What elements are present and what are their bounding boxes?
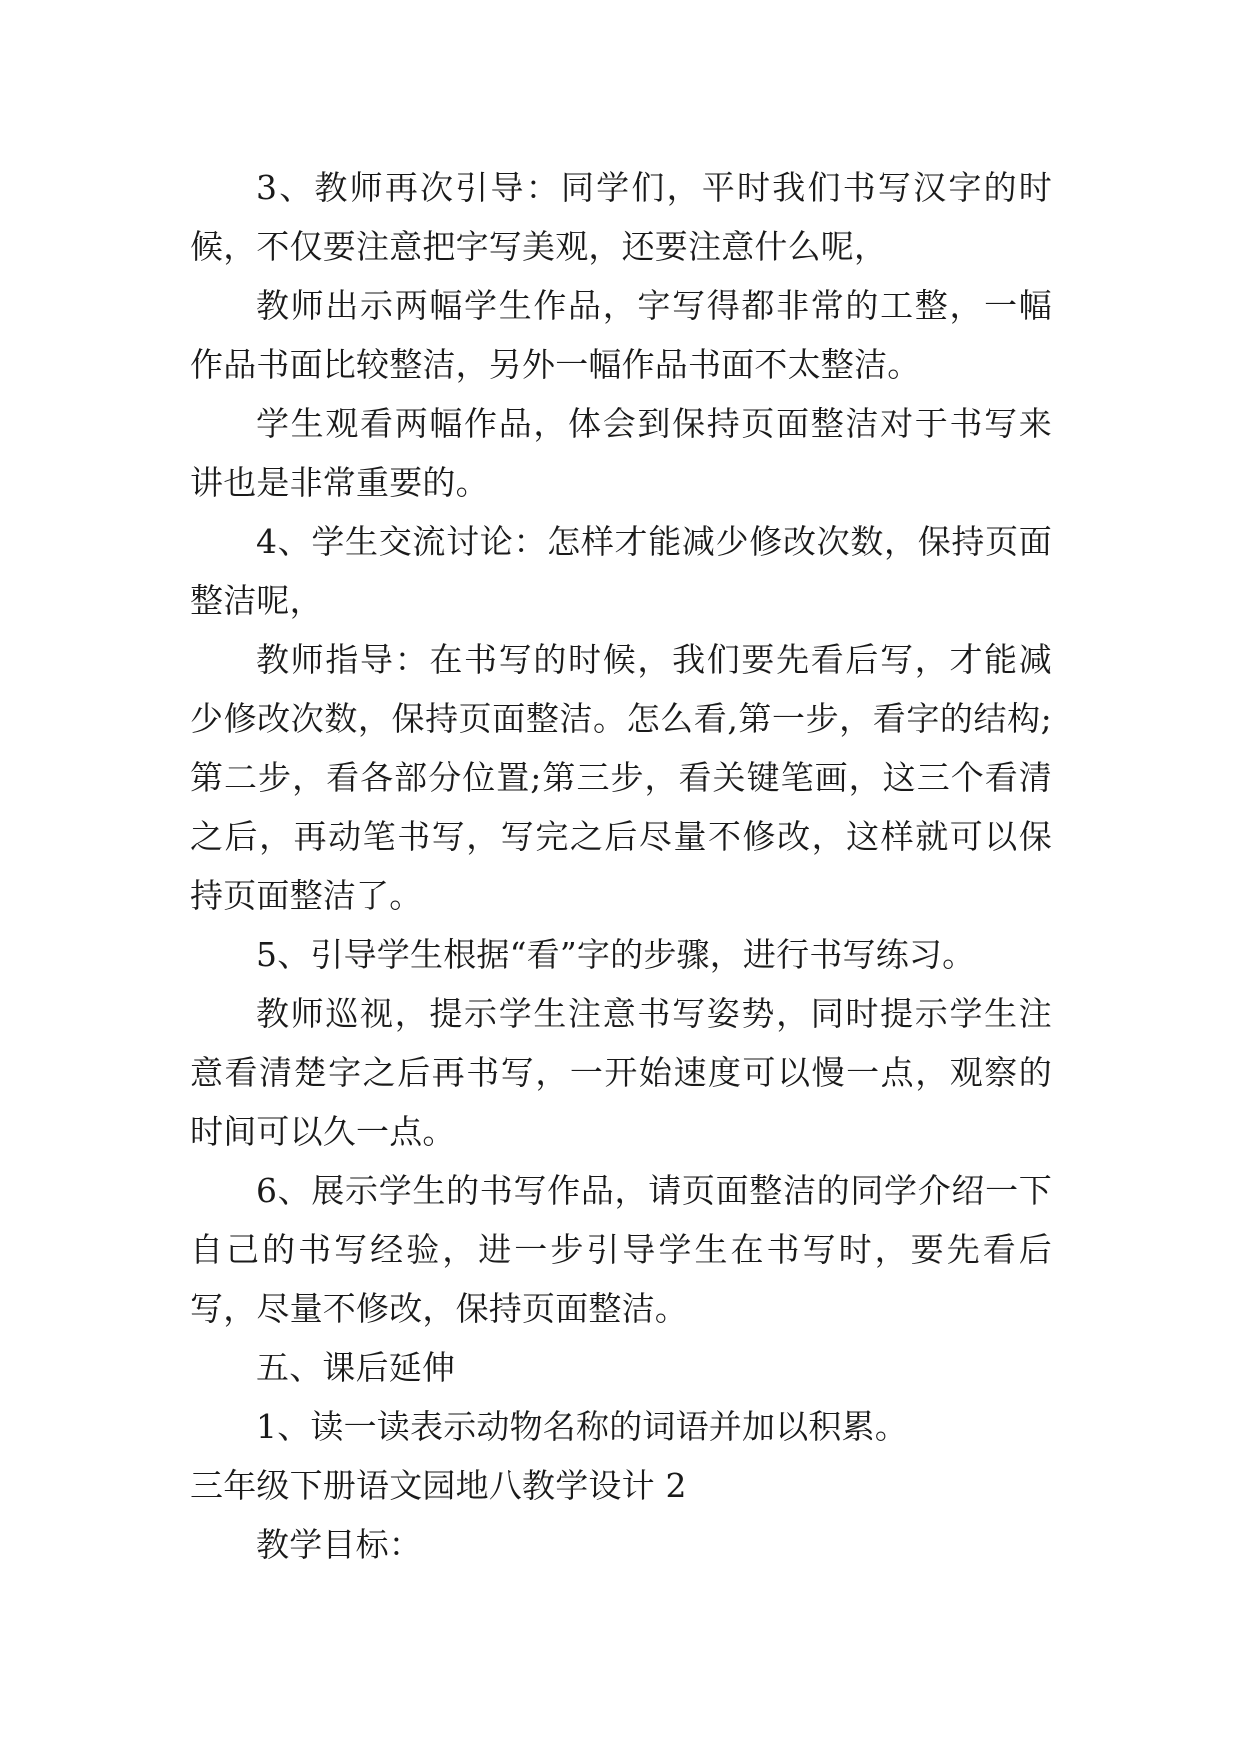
body-paragraph: 3、教师再次引导：同学们，平时我们书写汉字的时候，不仅要注意把字写美观，还要注意什么呢，: [190, 168, 1052, 266]
document-body: [190, 158, 1052, 1574]
body-paragraph: 教学目标：: [256, 1525, 422, 1564]
body-paragraph: 学生观看两幅作品，体会到保持页面整洁对于书写来讲也是非常重要的。: [190, 404, 1052, 502]
body-paragraph: 教师指导：在书写的时候，我们要先看后写，才能减少修改次数，保持页面整洁。怎么看,第一步，看字的结构;第二步，看各部分位置;第三步，看关键笔画，这三个看清之后，再动笔书写，写完之后尽量不修改，这样就可以保持页面整洁了。: [190, 640, 1052, 915]
body-paragraph: 4、学生交流讨论：怎样才能减少修改次数，保持页面整洁呢，: [190, 522, 1052, 620]
body-paragraph: 五、课后延伸: [256, 1348, 456, 1387]
body-paragraph: 6、展示学生的书写作品，请页面整洁的同学介绍一下自己的书写经验，进一步引导学生在书写时，要先看后写，尽量不修改，保持页面整洁。: [190, 1171, 1052, 1328]
body-paragraph: 1、读一读表示动物名称的词语并加以积累。: [256, 1407, 908, 1446]
body-paragraph: 教师出示两幅学生作品，字写得都非常的工整，一幅作品书面比较整洁，另外一幅作品书面不太整洁。: [190, 286, 1052, 384]
document-title: 三年级下册语文园地八教学设计 2: [190, 1466, 687, 1505]
body-paragraph: 5、引导学生根据“看”字的步骤，进行书写练习。: [256, 935, 976, 974]
body-paragraph: 教师巡视，提示学生注意书写姿势，同时提示学生注意看清楚字之后再书写，一开始速度可以慢一点，观察的时间可以久一点。: [190, 994, 1052, 1151]
